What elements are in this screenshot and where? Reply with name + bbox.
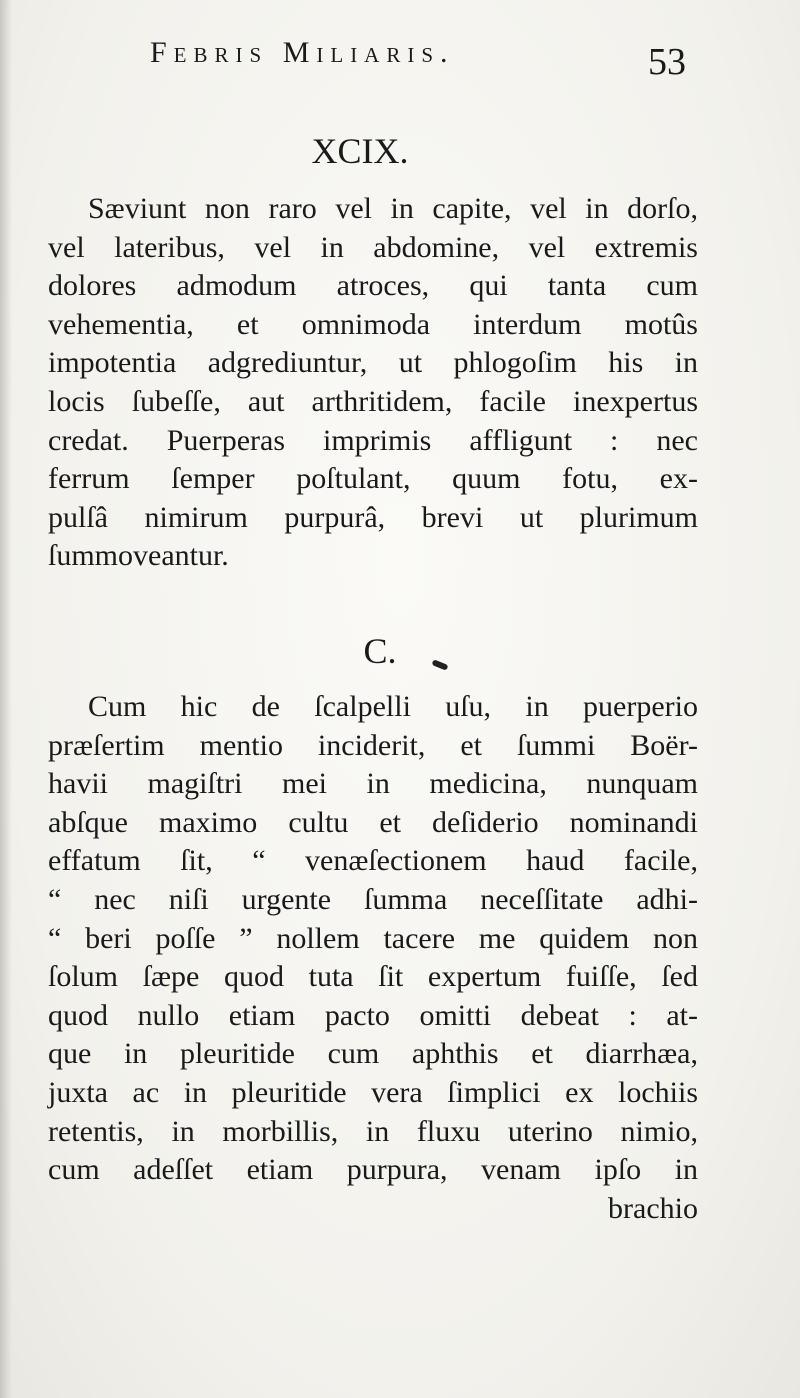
text-line: ſolum ſæpe quod tuta ſit expertum fuiſſe, ſed	[48, 960, 698, 994]
section-xcix-body	[48, 190, 698, 576]
text-line: ferrum ſemper poſtulant, quum fotu, ex-	[48, 462, 698, 496]
page-number: 53	[648, 41, 686, 83]
text-line: que in pleuritide cum aphthis et diarrhæa,	[48, 1037, 698, 1071]
text-line: Sæviunt non raro vel in capite, vel in dorſo,	[88, 192, 698, 225]
text-line: cum adeſſet etiam purpura, venam ipſo in	[48, 1153, 698, 1187]
text-line: vel lateribus, vel in abdomine, vel extremis	[48, 230, 698, 264]
text-line: dolores admodum atroces, qui tanta cum	[48, 269, 698, 303]
text-line: impotentia adgrediuntur, ut phlogoſim his in	[48, 346, 698, 380]
text-line: abſque maximo cultu et deſiderio nominandi	[48, 805, 698, 839]
page-header	[0, 30, 800, 90]
text-line: credat. Puerperas imprimis affligunt : nec	[48, 423, 698, 457]
text-line: havii magiſtri mei in medicina, nunquam	[48, 767, 698, 801]
text-line: quod nullo etiam pacto omitti debeat : at-	[48, 998, 698, 1032]
section-heading-c: C.	[363, 631, 397, 671]
text-line: effatum ſit, “ venæſectionem haud facile,	[48, 844, 698, 878]
text-line: juxta ac in pleuritide vera ſimplici ex lochiis	[48, 1075, 698, 1109]
text-line: Cum hic de ſcalpelli uſu, in puerperio	[88, 690, 698, 723]
text-line: præſertim mentio inciderit, et ſummi Boër-	[48, 728, 698, 762]
text-line: ſummoveantur.	[48, 539, 229, 573]
section-heading-xcix: XCIX.	[311, 131, 409, 171]
text-line: pulſâ nimirum purpurâ, brevi ut plurimum	[48, 500, 698, 534]
section-c-body	[48, 688, 698, 1228]
text-line: vehementia, et omnimoda interdum motûs	[48, 307, 698, 341]
text-line: retentis, in morbillis, in fluxu uterino nimio,	[48, 1114, 698, 1148]
text-line: locis ſubeſſe, aut arthritidem, facile inexpertus	[48, 384, 698, 418]
text-line: “ beri poſſe ” nollem tacere me quidem non	[48, 921, 698, 955]
running-title: Febris Miliaris.	[150, 36, 455, 69]
text-line: “ nec niſi urgente ſumma neceſſitate adhi-	[48, 882, 698, 916]
page-gutter-shadow	[0, 0, 12, 1398]
catchword: brachio	[608, 1191, 698, 1225]
